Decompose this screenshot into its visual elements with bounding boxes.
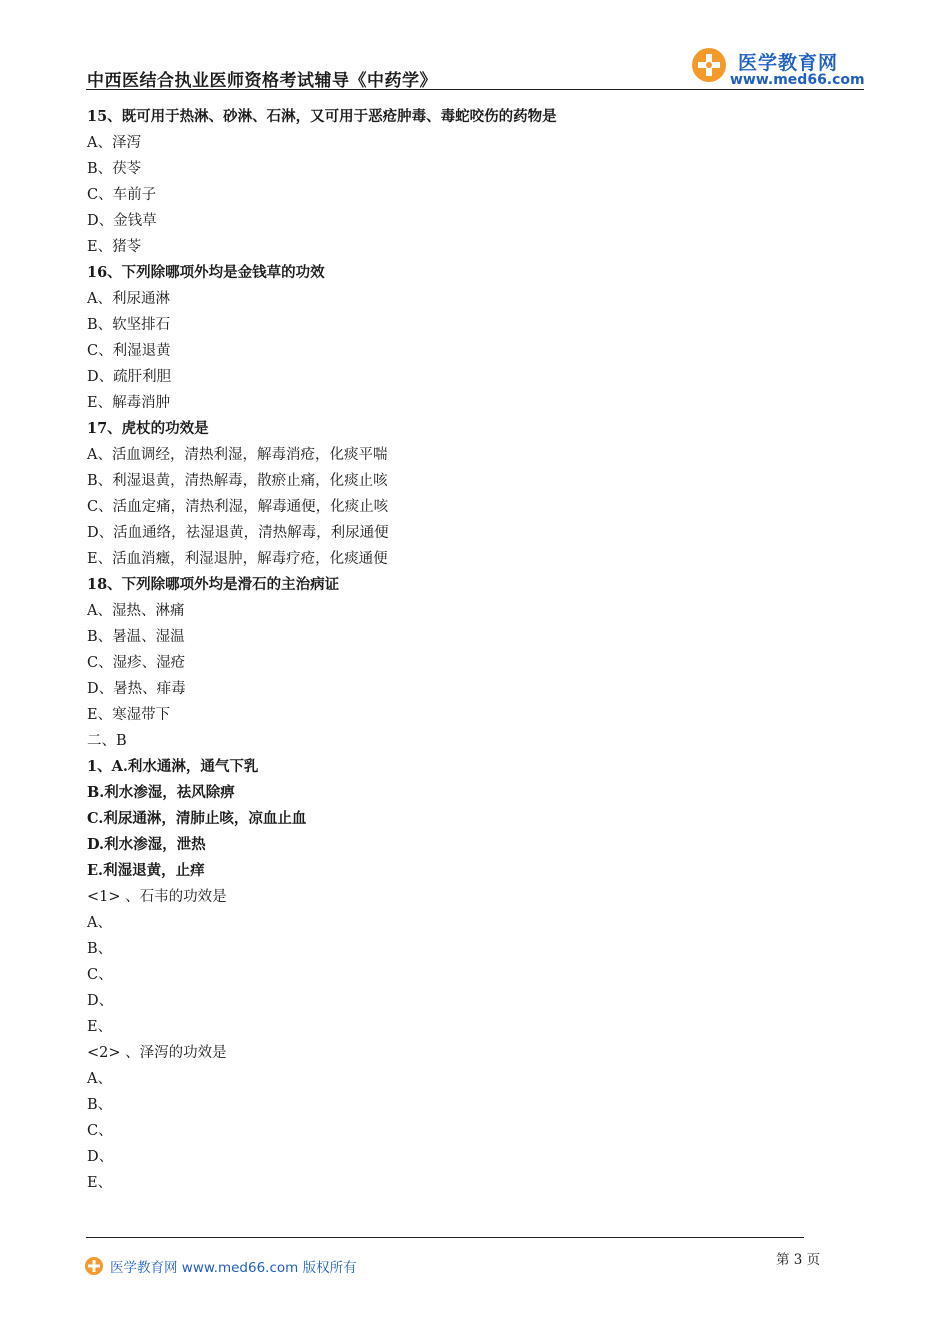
- footer-brand: [85, 1256, 357, 1276]
- brand-logo: [692, 44, 867, 90]
- question-line: E.利湿退黄，止痒: [87, 862, 205, 879]
- option-line: D、: [87, 1149, 114, 1165]
- option-line: E、: [87, 1019, 113, 1035]
- question-line: B.利水渗湿，祛风除痹: [87, 784, 235, 801]
- option-line: A、泽泻: [87, 135, 141, 151]
- medical-cross-circle-icon: [692, 48, 726, 82]
- question-line: 15、既可用于热淋、砂淋、石淋，又可用于恶疮肿毒、毒蛇咬伤的药物是: [87, 108, 557, 125]
- option-line: C、: [87, 1123, 113, 1139]
- option-line: <2> 、泽泻的功效是: [87, 1045, 227, 1061]
- option-line: C、湿疹、湿疮: [87, 655, 186, 671]
- option-line: B、软坚排石: [87, 317, 171, 333]
- question-line: 16、下列除哪项外均是金钱草的功效: [87, 264, 325, 281]
- option-line: B、利湿退黄，清热解毒，散瘀止痛，化痰止咳: [87, 473, 388, 489]
- option-line: A、利尿通淋: [87, 291, 170, 307]
- question-line: C.利尿通淋，清肺止咳，凉血止血: [87, 810, 307, 827]
- option-line: A、: [87, 915, 112, 931]
- option-line: <1> 、石韦的功效是: [87, 889, 227, 905]
- option-line: 二、B: [87, 733, 127, 749]
- option-line: E、活血消癥，利湿退肿，解毒疗疮，化痰通便: [87, 551, 388, 567]
- option-line: B、: [87, 1097, 113, 1113]
- question-list: [87, 104, 847, 1196]
- footer-divider: [86, 1237, 804, 1238]
- question-line: 18、下列除哪项外均是滑石的主治病证: [87, 576, 340, 593]
- footer-logo-icon: [85, 1257, 103, 1275]
- option-line: E、寒湿带下: [87, 707, 171, 723]
- option-line: C、活血定痛，清热利湿，解毒通便，化痰止咳: [87, 499, 389, 515]
- option-line: D、暑热、痱毒: [87, 681, 186, 697]
- option-line: B、暑温、湿温: [87, 629, 185, 645]
- question-line: D.利水渗湿，泄热: [87, 836, 206, 853]
- option-line: D、疏肝利胆: [87, 369, 172, 385]
- option-line: C、车前子: [87, 187, 157, 203]
- option-line: B、茯苓: [87, 161, 142, 177]
- option-line: D、: [87, 993, 114, 1009]
- option-line: C、利湿退黄: [87, 343, 171, 359]
- question-line: 17、虎杖的功效是: [87, 420, 209, 437]
- page-number: 第 3 页: [776, 1252, 821, 1268]
- page-header-title: 中西医结合执业医师资格考试辅导《中药学》: [87, 71, 437, 91]
- option-line: E、解毒消肿: [87, 395, 171, 411]
- logo-name: 医学教育网: [738, 52, 839, 74]
- option-line: E、猪苓: [87, 239, 142, 255]
- footer-copyright: 医学教育网 www.med66.com 版权所有: [110, 1260, 357, 1276]
- option-line: D、活血通络，祛湿退黄，清热解毒，利尿通便: [87, 525, 389, 541]
- option-line: A、: [87, 1071, 112, 1087]
- option-line: A、湿热、淋痛: [87, 603, 185, 619]
- option-line: D、金钱草: [87, 213, 157, 229]
- option-line: E、: [87, 1175, 113, 1191]
- logo-url: www.med66.com: [730, 72, 865, 88]
- option-line: A、活血调经，清热利湿，解毒消疮，化痰平喘: [87, 447, 388, 463]
- option-line: B、: [87, 941, 113, 957]
- header-divider: [86, 89, 864, 90]
- question-line: 1、A.利水通淋，通气下乳: [87, 758, 259, 775]
- option-line: C、: [87, 967, 113, 983]
